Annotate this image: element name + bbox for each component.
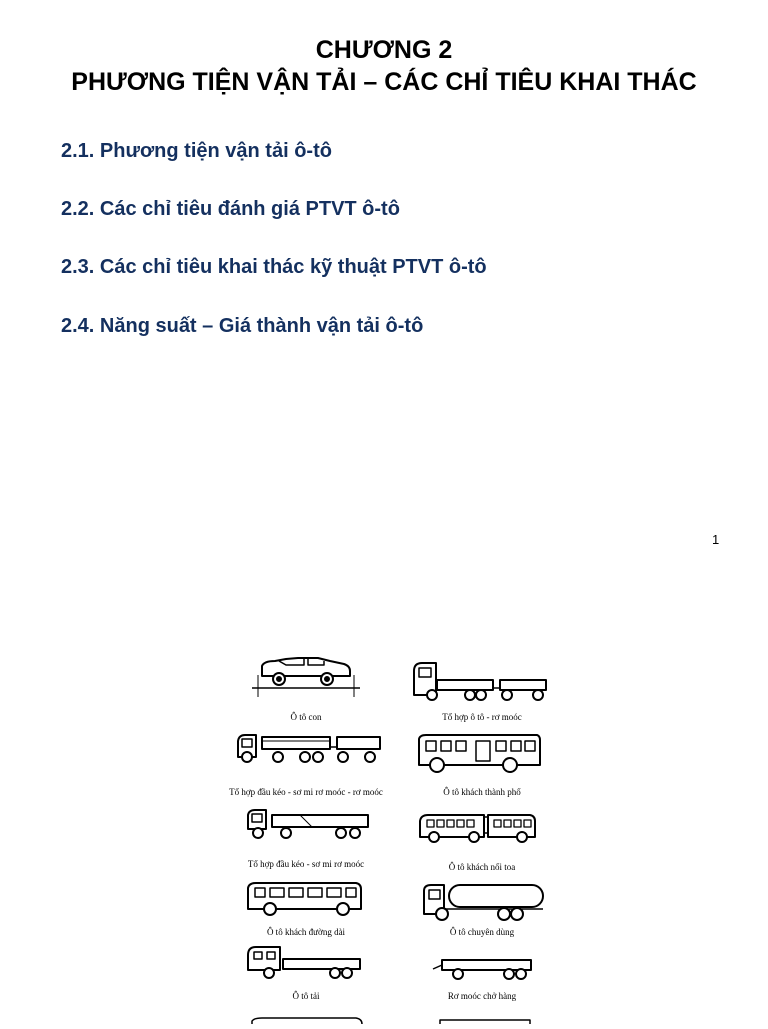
caption-cargo-trailer: Rơ moóc chở hàng	[447, 991, 517, 1001]
page-number: 1	[712, 532, 720, 547]
tanker-truck-figure	[424, 885, 543, 920]
slide-2	[0, 575, 768, 1024]
caption-city-bus: Ô tô khách thành phố	[443, 787, 521, 797]
toc-item-2-4: 2.4. Năng suất – Giá thành vận tải ô-tô	[61, 315, 424, 337]
cutoff-vehicle-row	[252, 1018, 530, 1024]
cargo-truck-figure	[248, 947, 360, 978]
tractor-semi-trailer-figure	[248, 810, 368, 838]
chapter-heading: CHƯƠNG 2	[315, 36, 453, 64]
caption-tractor-semi-trailer: Tổ hợp đầu kéo - sơ mi rơ moóc	[247, 859, 365, 869]
caption-tractor-semi-trailer-trailer: Tổ hợp đầu kéo - sơ mi rơ moóc - rơ moóc	[229, 787, 383, 797]
caption-coach: Ô tô khách đường dài	[266, 927, 346, 937]
caption-articulated-bus: Ô tô khách nối toa	[448, 862, 516, 872]
truck-trailer-figure	[414, 663, 546, 700]
city-bus-figure	[419, 735, 540, 772]
caption-truck: Ô tô tải	[292, 991, 320, 1001]
cargo-trailer-figure	[433, 960, 531, 979]
passenger-car-figure	[252, 658, 360, 697]
tractor-semi-trailer-trailer-figure	[238, 735, 380, 762]
caption-special-truck: Ô tô chuyên dùng	[449, 927, 515, 937]
chapter-title: PHƯƠNG TIỆN VẬN TẢI – CÁC CHỈ TIÊU KHAI THÁC	[71, 68, 697, 96]
toc-item-2-1: 2.1. Phương tiện vận tải ô-tô	[61, 140, 332, 162]
toc-item-2-2: 2.2. Các chỉ tiêu đánh giá PTVT ô-tô	[61, 198, 400, 220]
vehicle-types-illustration	[0, 575, 768, 1024]
toc-item-2-3: 2.3. Các chỉ tiêu khai thác kỹ thuật PTVT ô-tô	[61, 256, 487, 278]
coach-bus-figure	[248, 883, 361, 915]
articulated-bus-figure	[420, 815, 535, 842]
caption-car: Ô tô con	[290, 712, 322, 722]
caption-truck-trailer: Tổ hợp ô tô - rơ moóc	[442, 712, 522, 722]
